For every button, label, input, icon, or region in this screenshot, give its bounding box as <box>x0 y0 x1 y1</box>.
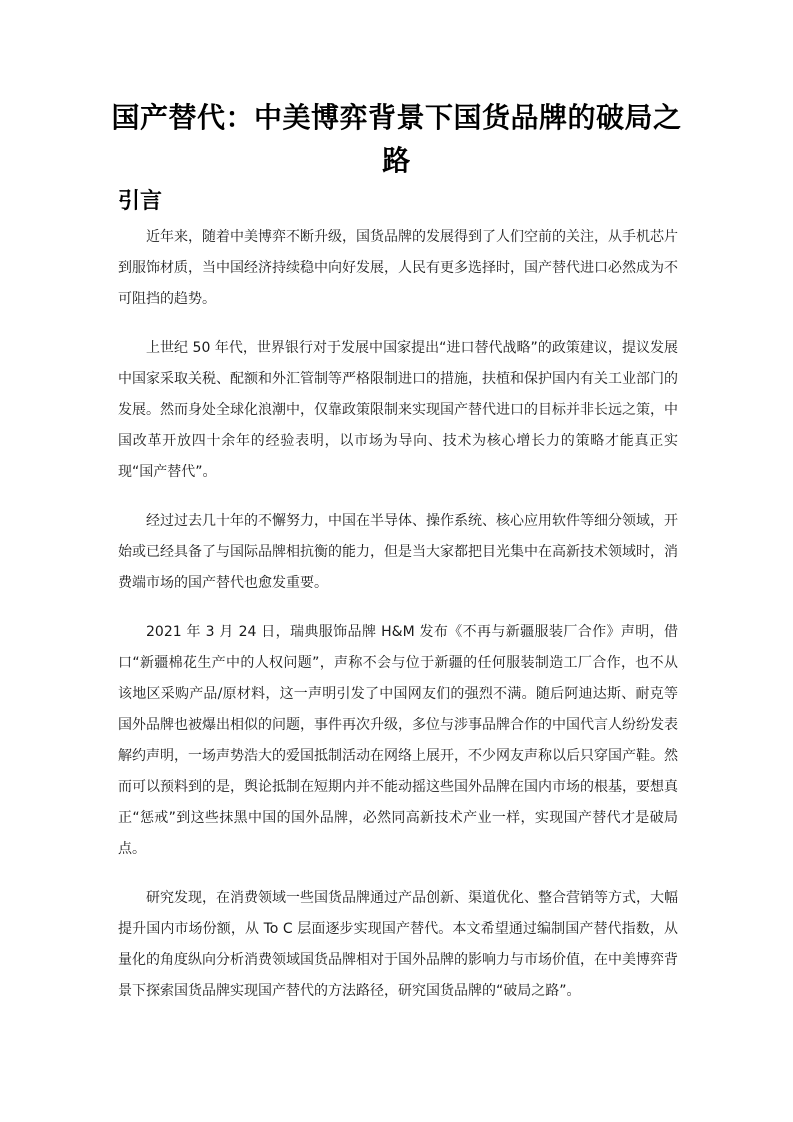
body-paragraph: 上世纪 50 年代，世界银行对于发展中国家提出“进口替代战略”的政策建议，提议发展中国家采取关税、配额和外汇管制等严格限制进口的措施，扶植和保护国内有关工业部门的发展。然而身处全球化浪潮中，仅靠政策限制来实现国产替代进口的目标并非长远之策，中国改革开放四十余年的经验表明，以市场为导向、技术为核心增长力的策略才能真正实现“国产替代”。 <box>118 340 678 480</box>
body-paragraph: 2021 年 3 月 24 日，瑞典服饰品牌 H&M 发布《不再与新疆服装厂合作》声明，借口“新疆棉花生产中的人权问题”，声称不会与位于新疆的任何服装制造工厂合作，也不从该地区采购产品/原材料，这一声明引发了中国网友们的强烈不满。随后阿迪达斯、耐克等国外品牌也被爆出相似的问题，事件再次升级，多位与涉事品牌合作的中国代言人纷纷发表解约声明，一场声势浩大的爱国抵制活动在网络上展开，不少网友声称以后只穿国产鞋。然而可以预料到的是，舆论抵制在短期内并不能动摇这些国外品牌在国内市场的根基，要想真正“惩戒”到这些抹黑中国的国外品牌，必然同高新技术产业一样，实现国产替代才是破局点。 <box>118 624 678 857</box>
body-paragraph: 近年来，随着中美博弈不断升级，国货品牌的发展得到了人们空前的关注，从手机芯片到服饰材质，当中国经济持续稳中向好发展，人民有更多选择时，国产替代进口必然成为不可阻挡的趋势。 <box>118 229 678 307</box>
body-paragraph: 经过过去几十年的不懈努力，中国在半导体、操作系统、核心应用软件等细分领域，开始或已经具备了与国际品牌相抗衡的能力，但是当大家都把目光集中在高新技术领域时，消费端市场的国产替代也愈发重要。 <box>118 513 678 591</box>
document-body <box>118 222 678 1025</box>
body-paragraph: 研究发现，在消费领域一些国货品牌通过产品创新、渠道优化、整合营销等方式，大幅提升国内市场份额，从 To C 层面逐步实现国产替代。本文希望通过编制国产替代指数，从量化的角度纵向分析消费领域国货品牌相对于国外品牌的影响力与市场价值，在中美博弈背景下探索国货品牌实现国产替代的方法路径，研究国货品牌的“破局之路”。 <box>118 890 678 999</box>
section-heading-introduction: 引言 <box>118 189 163 214</box>
document-title: 国产替代：中美博弈背景下国货品牌的破局之路 <box>111 101 682 177</box>
